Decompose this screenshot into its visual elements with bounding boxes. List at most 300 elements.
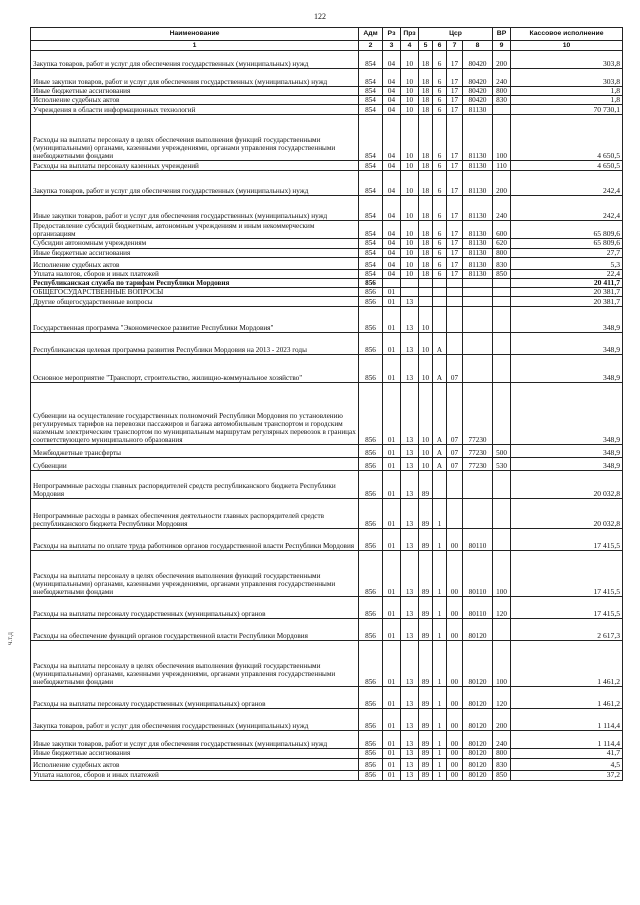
row-csr-direction — [463, 333, 493, 355]
row-amount: 1 461,2 — [511, 641, 623, 687]
row-csr-subprogram — [433, 471, 447, 499]
row-amount: 37,2 — [511, 770, 623, 780]
row-csr-event: 17 — [447, 257, 463, 269]
row-csr-event: 17 — [447, 171, 463, 196]
row-vr: 800 — [493, 87, 511, 96]
row-amount: 1 114,4 — [511, 709, 623, 731]
budget-execution-table — [30, 27, 623, 781]
row-csr-program: 18 — [419, 196, 433, 221]
row-csr-direction: 80120 — [463, 641, 493, 687]
row-csr-program: 10 — [419, 355, 433, 383]
column-number-row — [31, 41, 623, 51]
column-number: 3 — [383, 41, 401, 51]
row-csr-event: 00 — [447, 770, 463, 780]
row-rz: 04 — [383, 269, 401, 278]
row-prz: 13 — [401, 297, 419, 307]
row-rz: 01 — [383, 551, 401, 597]
table-row — [31, 619, 623, 641]
row-amount: 20 032,8 — [511, 471, 623, 499]
table-row — [31, 69, 623, 87]
header-amount: Кассовое исполнение — [511, 28, 623, 41]
row-csr-direction: 80110 — [463, 597, 493, 619]
row-vr: 850 — [493, 770, 511, 780]
row-amount: 2 617,3 — [511, 619, 623, 641]
row-csr-direction: 80420 — [463, 87, 493, 96]
row-amount: 4 650,5 — [511, 161, 623, 171]
row-csr-direction: 80420 — [463, 51, 493, 69]
row-csr-direction: 81130 — [463, 105, 493, 115]
row-name: Иные бюджетные ассигнования — [31, 248, 359, 257]
row-csr-event: 00 — [447, 731, 463, 749]
row-csr-event: 00 — [447, 641, 463, 687]
row-rz: 04 — [383, 196, 401, 221]
row-csr-direction: 81130 — [463, 115, 493, 161]
row-vr: 600 — [493, 221, 511, 239]
row-prz: 10 — [401, 115, 419, 161]
row-rz: 04 — [383, 257, 401, 269]
table-row — [31, 597, 623, 619]
row-csr-program: 89 — [419, 551, 433, 597]
row-csr-program: 18 — [419, 171, 433, 196]
row-name: Закупка товаров, работ и услуг для обеспечения государственных (муниципальных) нужд — [31, 171, 359, 196]
row-csr-subprogram: 6 — [433, 87, 447, 96]
row-csr-direction: 81130 — [463, 196, 493, 221]
row-prz: 13 — [401, 709, 419, 731]
row-csr-program: 10 — [419, 383, 433, 445]
table-row — [31, 641, 623, 687]
row-csr-direction: 80120 — [463, 731, 493, 749]
header-adm: Адм — [359, 28, 383, 41]
row-vr: 110 — [493, 161, 511, 171]
row-amount: 70 730,1 — [511, 105, 623, 115]
row-csr-direction — [463, 471, 493, 499]
row-rz: 01 — [383, 597, 401, 619]
row-prz: 10 — [401, 87, 419, 96]
row-csr-program: 89 — [419, 529, 433, 551]
row-csr-direction — [463, 499, 493, 529]
row-csr-direction: 80120 — [463, 758, 493, 770]
row-adm: 856 — [359, 355, 383, 383]
table-row — [31, 758, 623, 770]
row-amount: 1 461,2 — [511, 687, 623, 709]
row-amount: 303,8 — [511, 51, 623, 69]
row-name: Субвенции — [31, 458, 359, 471]
row-csr-program: 18 — [419, 161, 433, 171]
row-csr-program: 89 — [419, 709, 433, 731]
row-amount: 17 415,5 — [511, 551, 623, 597]
row-name: Субсидии автономным учреждениям — [31, 239, 359, 248]
row-rz: 01 — [383, 445, 401, 458]
row-adm: 854 — [359, 248, 383, 257]
table-row — [31, 687, 623, 709]
row-vr — [493, 307, 511, 333]
row-rz: 04 — [383, 96, 401, 105]
table-row — [31, 96, 623, 105]
row-adm: 854 — [359, 161, 383, 171]
row-prz: 10 — [401, 239, 419, 248]
row-prz: 13 — [401, 749, 419, 758]
row-vr — [493, 355, 511, 383]
row-name: Расходы на выплаты по оплате труда работников органов государственной власти Республики Мордовия — [31, 529, 359, 551]
header-rz: Рз — [383, 28, 401, 41]
row-csr-direction: 80120 — [463, 770, 493, 780]
table-row — [31, 499, 623, 529]
row-amount: 242,4 — [511, 171, 623, 196]
row-prz: 13 — [401, 445, 419, 458]
column-number: 7 — [447, 41, 463, 51]
row-csr-subprogram — [433, 297, 447, 307]
row-name: Расходы на выплаты персоналу государственных (муниципальных) органов — [31, 597, 359, 619]
row-csr-program: 89 — [419, 619, 433, 641]
row-csr-subprogram: 1 — [433, 641, 447, 687]
row-adm: 856 — [359, 641, 383, 687]
row-csr-event: 17 — [447, 196, 463, 221]
row-rz: 01 — [383, 499, 401, 529]
row-csr-event — [447, 307, 463, 333]
row-adm: 856 — [359, 307, 383, 333]
row-amount: 1,8 — [511, 96, 623, 105]
row-csr-program — [419, 288, 433, 297]
row-adm: 856 — [359, 471, 383, 499]
row-prz — [401, 288, 419, 297]
row-rz: 01 — [383, 641, 401, 687]
row-csr-event — [447, 279, 463, 288]
row-amount: 20 032,8 — [511, 499, 623, 529]
row-amount: 1 114,4 — [511, 731, 623, 749]
row-rz: 01 — [383, 297, 401, 307]
row-amount: 5,3 — [511, 257, 623, 269]
header-prz: Прз — [401, 28, 419, 41]
row-rz: 01 — [383, 731, 401, 749]
row-rz: 01 — [383, 355, 401, 383]
header-csr: Цср — [419, 28, 493, 41]
row-csr-direction: 80110 — [463, 529, 493, 551]
row-rz: 01 — [383, 458, 401, 471]
row-rz: 01 — [383, 288, 401, 297]
row-csr-event: 17 — [447, 69, 463, 87]
row-csr-event: 17 — [447, 269, 463, 278]
row-csr-program — [419, 279, 433, 288]
row-csr-subprogram: А — [433, 355, 447, 383]
row-csr-program: 89 — [419, 687, 433, 709]
row-vr: 200 — [493, 51, 511, 69]
table-row — [31, 749, 623, 758]
row-prz — [401, 279, 419, 288]
row-name: Исполнение судебных актов — [31, 257, 359, 269]
row-vr: 830 — [493, 96, 511, 105]
row-csr-program: 18 — [419, 87, 433, 96]
row-csr-direction: 80120 — [463, 687, 493, 709]
row-vr: 240 — [493, 69, 511, 87]
row-csr-subprogram: 1 — [433, 731, 447, 749]
row-vr: 100 — [493, 551, 511, 597]
row-rz: 01 — [383, 307, 401, 333]
column-number: 9 — [493, 41, 511, 51]
row-name: Расходы на выплаты персоналу в целях обеспечения выполнения функций государственными (муниципальными) органами, казенными учреждениями, органами управления государственными внебюджетными фондами — [31, 115, 359, 161]
header-row — [31, 28, 623, 41]
row-adm: 856 — [359, 749, 383, 758]
row-amount: 348,9 — [511, 355, 623, 383]
row-adm: 856 — [359, 731, 383, 749]
row-name: Исполнение судебных актов — [31, 96, 359, 105]
row-amount: 65 809,6 — [511, 221, 623, 239]
table-row — [31, 105, 623, 115]
row-name: Другие общегосударственные вопросы — [31, 297, 359, 307]
row-vr — [493, 499, 511, 529]
row-amount: 17 415,5 — [511, 597, 623, 619]
row-prz: 13 — [401, 597, 419, 619]
row-adm: 856 — [359, 619, 383, 641]
row-csr-event: 07 — [447, 383, 463, 445]
row-vr: 200 — [493, 709, 511, 731]
row-name: Уплата налогов, сборов и иных платежей — [31, 269, 359, 278]
row-vr: 620 — [493, 239, 511, 248]
column-number: 1 — [31, 41, 359, 51]
row-csr-subprogram: А — [433, 333, 447, 355]
row-name: Предоставление субсидий бюджетным, автономным учреждениям и иным некоммерческим организациям — [31, 221, 359, 239]
row-prz: 13 — [401, 687, 419, 709]
row-adm: 854 — [359, 105, 383, 115]
row-csr-event: 00 — [447, 758, 463, 770]
row-vr: 850 — [493, 269, 511, 278]
row-csr-program: 18 — [419, 269, 433, 278]
row-adm: 856 — [359, 709, 383, 731]
row-prz: 10 — [401, 269, 419, 278]
row-amount: 27,7 — [511, 248, 623, 257]
row-prz: 13 — [401, 619, 419, 641]
row-name: Иные бюджетные ассигнования — [31, 87, 359, 96]
row-prz: 13 — [401, 383, 419, 445]
row-csr-event: 07 — [447, 445, 463, 458]
row-rz: 04 — [383, 239, 401, 248]
table-row — [31, 288, 623, 297]
row-csr-subprogram: А — [433, 458, 447, 471]
row-rz: 04 — [383, 51, 401, 69]
row-csr-subprogram: 6 — [433, 161, 447, 171]
row-csr-event: 17 — [447, 161, 463, 171]
row-prz: 10 — [401, 51, 419, 69]
row-csr-direction: 80120 — [463, 619, 493, 641]
row-adm: 856 — [359, 499, 383, 529]
row-csr-event — [447, 499, 463, 529]
row-prz: 10 — [401, 196, 419, 221]
row-csr-program: 18 — [419, 221, 433, 239]
row-csr-event: 07 — [447, 355, 463, 383]
table-row — [31, 770, 623, 780]
table-row — [31, 221, 623, 239]
row-adm: 854 — [359, 51, 383, 69]
row-adm: 854 — [359, 115, 383, 161]
row-prz: 13 — [401, 770, 419, 780]
row-rz: 01 — [383, 749, 401, 758]
row-prz: 13 — [401, 731, 419, 749]
row-prz: 13 — [401, 471, 419, 499]
row-adm: 856 — [359, 551, 383, 597]
row-amount: 65 809,6 — [511, 239, 623, 248]
row-adm: 856 — [359, 687, 383, 709]
table-row — [31, 196, 623, 221]
row-prz: 13 — [401, 307, 419, 333]
row-name: Расходы на выплаты персоналу в целях обеспечения выполнения функций государственными (муниципальными) органами, казенными учреждениями, органами управления государственными внебюджетными фондами — [31, 551, 359, 597]
table-row — [31, 269, 623, 278]
row-csr-program: 89 — [419, 731, 433, 749]
row-csr-direction — [463, 288, 493, 297]
row-csr-program: 89 — [419, 758, 433, 770]
row-prz: 13 — [401, 499, 419, 529]
row-csr-program: 10 — [419, 333, 433, 355]
row-amount: 1,8 — [511, 87, 623, 96]
row-name: Государственная программа "Экономическое развитие Республики Мордовия" — [31, 307, 359, 333]
row-vr — [493, 383, 511, 445]
row-csr-program: 89 — [419, 471, 433, 499]
row-csr-event — [447, 333, 463, 355]
row-csr-direction: 80110 — [463, 551, 493, 597]
row-csr-subprogram: 6 — [433, 96, 447, 105]
table-row — [31, 551, 623, 597]
row-csr-program: 18 — [419, 257, 433, 269]
row-csr-direction — [463, 355, 493, 383]
row-amount: 348,9 — [511, 383, 623, 445]
table-row — [31, 709, 623, 731]
row-prz: 13 — [401, 355, 419, 383]
row-name: Республиканская служба по тарифам Республики Мордовия — [31, 279, 359, 288]
table-row — [31, 87, 623, 96]
row-name: Основное мероприятие "Транспорт, строительство, жилищно-коммунальное хозяйство" — [31, 355, 359, 383]
row-csr-direction: 81130 — [463, 269, 493, 278]
row-name: Расходы на выплаты персоналу казенных учреждений — [31, 161, 359, 171]
column-number: 8 — [463, 41, 493, 51]
row-csr-subprogram: 6 — [433, 105, 447, 115]
row-name: Непрограммные расходы в рамках обеспечения деятельности главных распорядителей средств республиканского бюджета Республики Мордовия — [31, 499, 359, 529]
row-adm: 856 — [359, 288, 383, 297]
table-row — [31, 115, 623, 161]
row-csr-direction: 81130 — [463, 257, 493, 269]
row-csr-event: 17 — [447, 239, 463, 248]
row-csr-program: 89 — [419, 770, 433, 780]
row-prz: 10 — [401, 221, 419, 239]
row-prz: 13 — [401, 333, 419, 355]
header-name: Наименование — [31, 28, 359, 41]
row-csr-direction — [463, 279, 493, 288]
row-vr: 120 — [493, 597, 511, 619]
row-rz: 04 — [383, 171, 401, 196]
row-prz: 10 — [401, 105, 419, 115]
table-row — [31, 445, 623, 458]
row-csr-subprogram: 6 — [433, 269, 447, 278]
row-adm: 856 — [359, 458, 383, 471]
row-prz: 13 — [401, 458, 419, 471]
table-row — [31, 471, 623, 499]
column-number: 6 — [433, 41, 447, 51]
row-csr-subprogram — [433, 279, 447, 288]
row-csr-event — [447, 297, 463, 307]
row-name: Иные закупки товаров, работ и услуг для обеспечения государственных (муниципальных) нужд — [31, 69, 359, 87]
row-rz: 04 — [383, 248, 401, 257]
row-amount: 4,5 — [511, 758, 623, 770]
row-csr-event: 00 — [447, 709, 463, 731]
row-csr-event: 17 — [447, 51, 463, 69]
row-csr-direction: 81130 — [463, 221, 493, 239]
row-csr-event: 00 — [447, 687, 463, 709]
row-csr-subprogram: 6 — [433, 221, 447, 239]
row-csr-program: 89 — [419, 499, 433, 529]
row-adm: 856 — [359, 445, 383, 458]
row-csr-subprogram: 6 — [433, 248, 447, 257]
table-row — [31, 257, 623, 269]
row-csr-direction: 77230 — [463, 445, 493, 458]
row-vr: 830 — [493, 257, 511, 269]
row-csr-program: 18 — [419, 96, 433, 105]
row-rz: 01 — [383, 529, 401, 551]
row-vr: 240 — [493, 196, 511, 221]
row-csr-program: 89 — [419, 641, 433, 687]
row-adm: 856 — [359, 597, 383, 619]
row-vr: 240 — [493, 731, 511, 749]
table-row — [31, 171, 623, 196]
row-csr-direction: 80420 — [463, 96, 493, 105]
row-csr-subprogram — [433, 288, 447, 297]
row-amount: 348,9 — [511, 445, 623, 458]
row-rz: 04 — [383, 69, 401, 87]
row-csr-subprogram: 6 — [433, 196, 447, 221]
table-row — [31, 161, 623, 171]
row-adm: 856 — [359, 529, 383, 551]
row-adm: 856 — [359, 383, 383, 445]
row-csr-direction: 80420 — [463, 69, 493, 87]
row-csr-program — [419, 297, 433, 307]
row-adm: 854 — [359, 196, 383, 221]
row-prz: 10 — [401, 69, 419, 87]
row-amount: 303,8 — [511, 69, 623, 87]
row-csr-subprogram: 1 — [433, 619, 447, 641]
row-amount: 348,9 — [511, 333, 623, 355]
row-csr-direction: 80120 — [463, 749, 493, 758]
row-rz: 01 — [383, 471, 401, 499]
row-vr — [493, 297, 511, 307]
row-name: Закупка товаров, работ и услуг для обеспечения государственных (муниципальных) нужд — [31, 709, 359, 731]
row-name: Уплата налогов, сборов и иных платежей — [31, 770, 359, 780]
row-vr: 100 — [493, 641, 511, 687]
row-rz: 01 — [383, 619, 401, 641]
row-vr: 530 — [493, 458, 511, 471]
row-csr-direction: 80120 — [463, 709, 493, 731]
row-name: ОБЩЕГОСУДАРСТВЕННЫЕ ВОПРОСЫ — [31, 288, 359, 297]
row-csr-subprogram: 1 — [433, 687, 447, 709]
row-csr-event: 07 — [447, 458, 463, 471]
row-csr-event: 17 — [447, 96, 463, 105]
row-csr-direction: 81130 — [463, 248, 493, 257]
table-row — [31, 51, 623, 69]
row-rz: 04 — [383, 161, 401, 171]
row-vr — [493, 333, 511, 355]
table-row — [31, 279, 623, 288]
row-csr-subprogram: 1 — [433, 709, 447, 731]
table-row — [31, 297, 623, 307]
row-csr-direction: 77230 — [463, 383, 493, 445]
row-adm: 854 — [359, 269, 383, 278]
row-csr-subprogram: 6 — [433, 51, 447, 69]
row-vr: 100 — [493, 115, 511, 161]
row-name: Учреждения в области информационных технологий — [31, 105, 359, 115]
row-vr: 830 — [493, 758, 511, 770]
row-name: Исполнение судебных актов — [31, 758, 359, 770]
row-rz: 04 — [383, 115, 401, 161]
row-csr-program: 18 — [419, 115, 433, 161]
row-csr-event: 00 — [447, 619, 463, 641]
row-amount: 4 650,5 — [511, 115, 623, 161]
row-csr-subprogram: 1 — [433, 770, 447, 780]
row-csr-event: 00 — [447, 597, 463, 619]
